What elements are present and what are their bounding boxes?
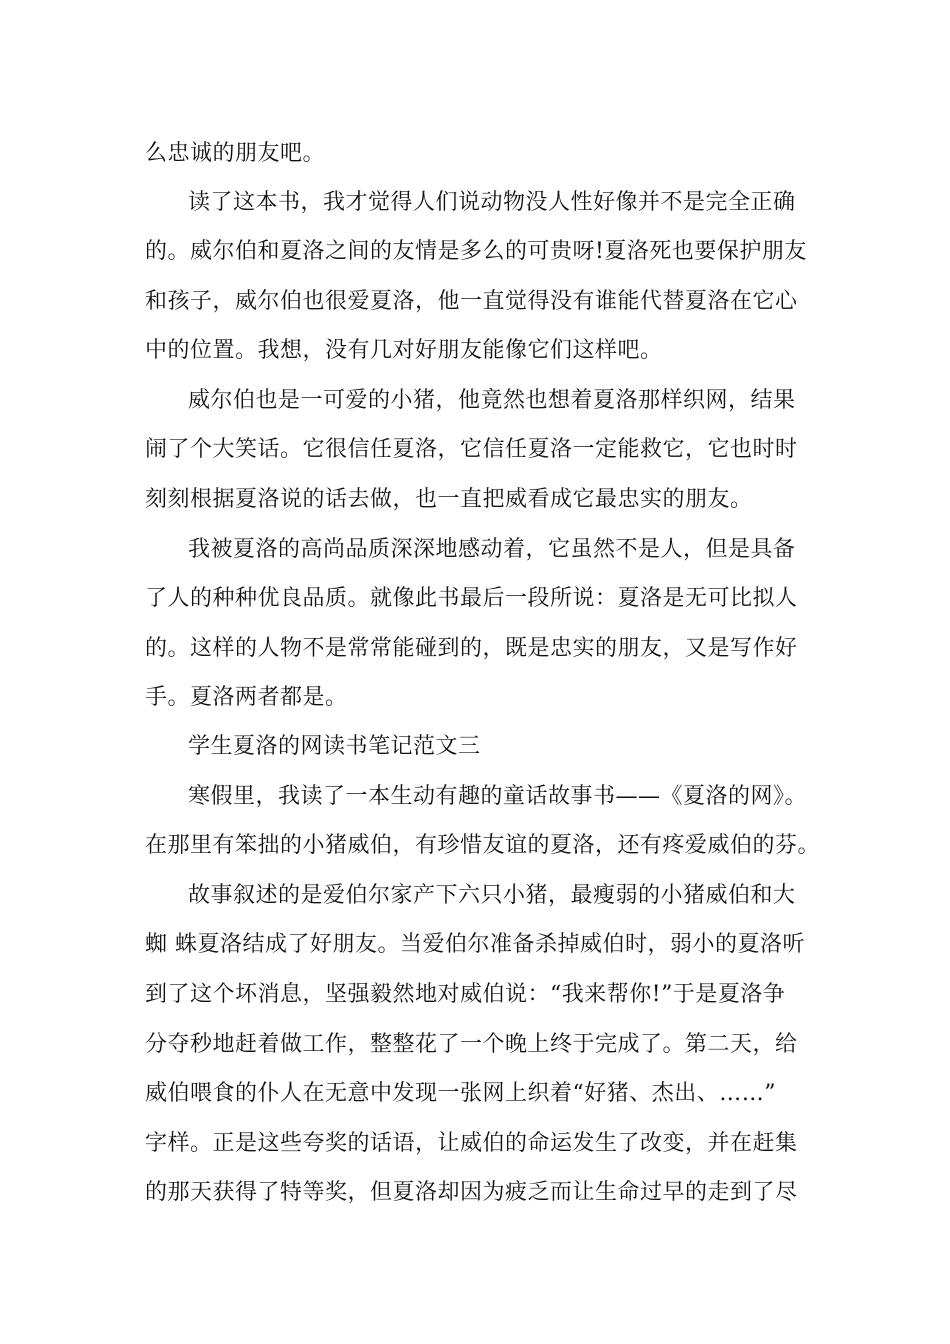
text-line: 手。夏洛两者都是。 [145,685,348,710]
text-line: 威伯喂食的仆人在无意中发现一张网上织着“好猪、杰出、……” [145,1081,776,1106]
paragraph-start-line: 我被夏洛的高尚品质深深地感动着，它虽然不是人，但是具备 [188,537,796,562]
text-line: 和孩子，威尔伯也很爱夏洛，他一直觉得没有谁能代替夏洛在它心 [145,289,798,314]
text-line: 分夺秒地赶着做工作，整整花了一个晚上终于完成了。第二天，给 [145,1032,798,1057]
text-line: 的那天获得了特等奖，但夏洛却因为疲乏而让生命过早的走到了尽 [145,1180,798,1205]
text-line: 字样。正是这些夸奖的话语，让威伯的命运发生了改变，并在赶集 [145,1131,798,1156]
paragraph-start-line: 威尔伯也是一可爱的小猪，他竟然也想着夏洛那样织网，结果 [188,388,796,413]
text-line: 的。威尔伯和夏洛之间的友情是多么的可贵呀!夏洛死也要保护朋友 [145,239,807,264]
paragraph-start-line: 故事叙述的是爱伯尔家产下六只小猪，最瘦弱的小猪威伯和大 [188,883,796,908]
section-heading: 学生夏洛的网读书笔记范文三 [188,734,481,759]
paragraph-start-line: 读了这本书，我才觉得人们说动物没人性好像并不是完全正确 [188,190,796,215]
text-line: 在那里有笨拙的小猪威伯，有珍惜友谊的夏洛，还有疼爱威伯的芬。 [145,833,821,858]
text-line: 刻刻根据夏洛说的话去做，也一直把威看成它最忠实的朋友。 [145,487,753,512]
text-line: 蜘 蛛夏洛结成了好朋友。当爱伯尔准备杀掉威伯时，弱小的夏洛听 [145,932,805,957]
text-line: 么忠诚的朋友吧。 [145,141,326,166]
text-line: 中的位置。我想，没有几对好朋友能像它们这样吧。 [145,338,663,363]
text-line: 了人的种种优良品质。就像此书最后一段所说：夏洛是无可比拟人 [145,586,798,611]
text-line: 到了这个坏消息，坚强毅然地对威伯说：“我来帮你!”于是夏洛争 [145,982,786,1007]
paragraph-start-line: 寒假里，我读了一本生动有趣的童话故事书——《夏洛的网》。 [188,784,808,809]
text-line: 闹了个大笑话。它很信任夏洛，它信任夏洛一定能救它，它也时时 [145,437,798,462]
text-line: 的。这样的人物不是常常能碰到的，既是忠实的朋友，又是写作好 [145,636,798,661]
